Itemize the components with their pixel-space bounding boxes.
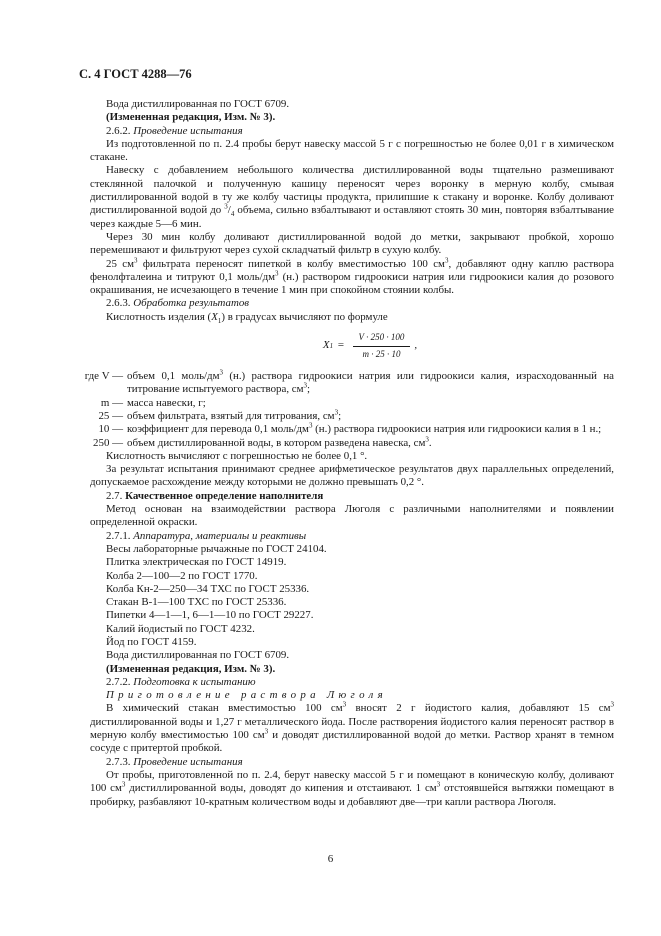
formula-numerator: V · 250 · 100 xyxy=(353,331,411,346)
page-header: С. 4 ГОСТ 4288—76 xyxy=(79,67,192,81)
text-run: вносят 2 г йодистого калия, добавляют 15 см xyxy=(346,702,611,715)
formula-lhs: X xyxy=(322,339,330,352)
paragraph xyxy=(90,255,614,298)
legend-symbol: 250 — xyxy=(93,436,123,449)
paragraph: Через 30 мин колбу доливают дистиллированной водой до метки, закрывают пробкой, хорошо перемешивают и фильтруют через сухой складчатый фильтр в сухую колбу. xyxy=(90,230,614,257)
section-title: Проведение испытания xyxy=(133,755,243,768)
legend-text: масса навески, г; xyxy=(127,396,206,409)
subscript: 1 xyxy=(217,316,222,325)
legend-row xyxy=(68,410,614,423)
section-heading-2-6-2 xyxy=(90,125,614,138)
formula-fraction xyxy=(353,331,411,361)
list-item: Колба 2—100—2 по ГОСТ 1770. xyxy=(106,569,258,582)
superscript: 3 xyxy=(121,780,126,789)
text-run: Кислотность изделия ( xyxy=(106,310,212,323)
section-number: 2.6.3. xyxy=(106,297,131,310)
superscript: 3 xyxy=(264,727,269,736)
variable: X xyxy=(211,310,218,323)
section-title: Проведение испытания xyxy=(133,124,243,137)
section-heading-2-7-2 xyxy=(90,676,614,689)
text-run: и доводят дистиллированной водой до метки. Раствор хранят в темном сосуде с притертой пробкой. xyxy=(90,729,614,755)
paragraph: За результат испытания принимают среднее арифметическое результатов двух параллельных определений, допускаемое расхождение между которыми не должно превышать 0,2 °. xyxy=(90,463,614,489)
superscript: 3 xyxy=(342,700,347,709)
legend-text xyxy=(127,410,614,423)
text-run: коэффициент для перевода 0,1 моль/дм xyxy=(127,423,309,436)
amendment-note: (Измененная редакция, Изм. № 3). xyxy=(106,111,276,124)
text-run: дистиллированной воды, доводят до кипения и отстаивают. 1 см xyxy=(125,782,437,795)
section-title: Аппаратура, материалы и реактивы xyxy=(133,529,307,542)
section-heading-2-7-3 xyxy=(90,756,614,769)
list-item: Весы лабораторные рычажные по ГОСТ 24104. xyxy=(106,542,327,555)
section-number: 2.7. xyxy=(106,489,123,502)
document-body xyxy=(84,98,615,809)
text-run: объем фильтрата, взятый для титрования, см xyxy=(127,409,335,422)
section-heading-2-7-1 xyxy=(90,530,614,543)
legend-row xyxy=(68,423,614,436)
paragraph xyxy=(90,769,614,809)
subheading-lugol: Приготовление раствора Люголя xyxy=(106,689,387,702)
section-heading-2-7 xyxy=(90,490,614,503)
text-run: От пробы, приготовленной по п. 2.4, берут навеску массой 5 г и помещают в коническую колбу, доливают 100 см xyxy=(90,768,614,795)
text-run: объем дистиллированной воды, в котором разведена навеска, см xyxy=(127,436,426,449)
text-run: В химический стакан вместимостью 100 см xyxy=(106,702,343,715)
text-run: объема, сильно взбалтывают и оставляют стоять 30 мин, повторяя взбалтывание через каждые 5—6 мин. xyxy=(90,204,615,230)
list-item: Стакан В-1—100 ТХС по ГОСТ 25336. xyxy=(106,596,287,609)
text-run: . xyxy=(428,436,432,449)
text-run: (н.) раствора гидроокиси натрия или гидроокиси калия, израсходованный на титрование испытуемого раствора, см xyxy=(127,370,614,396)
paragraph: Из подготовленной по п. 2.4 пробы берут навеску массой 5 г с погрешностью не более 0,01 г в химическом стакане. xyxy=(90,137,614,164)
legend-row xyxy=(68,434,614,450)
fraction-numerator: 3 xyxy=(224,202,228,211)
paragraph xyxy=(90,311,614,324)
list-item: Плитка электрическая по ГОСТ 14919. xyxy=(106,556,287,569)
legend-text xyxy=(127,370,614,397)
section-heading-2-6-3 xyxy=(90,297,614,310)
superscript: 3 xyxy=(133,255,138,264)
formula-denominator: m · 25 · 10 xyxy=(362,348,401,359)
paragraph: Вода дистиллированная по ГОСТ 6709. xyxy=(106,98,290,110)
legend-symbol: m — xyxy=(100,396,123,409)
text-run: ; xyxy=(338,409,342,422)
legend-symbol: 10 — xyxy=(98,423,123,436)
formula-legend xyxy=(68,370,614,450)
section-number: 2.7.1. xyxy=(106,529,131,542)
formula: X 1 = $\frac{V \cdot 250 \cdot 100}{m \cdot 25 \cdot 10}$ , xyxy=(126,328,614,364)
text-run: фильтрата переносят пипеткой в колбу вместимостью 100 см xyxy=(137,257,445,270)
legend-text xyxy=(127,434,614,450)
legend-symbol: где V — xyxy=(84,370,123,383)
text-run: , добавляют одну каплю раствора фенолфталеина и титруют 0,1 моль/дм xyxy=(90,257,614,283)
amendment-note: (Измененная редакция, Изм. № 3). xyxy=(106,662,276,675)
superscript: 3 xyxy=(610,700,614,709)
list-item: Вода дистиллированная по ГОСТ 6709. xyxy=(106,649,290,662)
text-run: ) в градусах вычисляют по формуле xyxy=(221,310,388,323)
section-number: 2.7.3. xyxy=(106,755,131,768)
superscript: 3 xyxy=(308,421,313,430)
paragraph: Кислотность вычисляют с погрешностью не более 0,1 °. xyxy=(106,449,368,462)
section-number: 2.7.2. xyxy=(106,675,131,688)
paragraph: Навеску с добавлением небольшого количества дистиллированной воды тщательно размешивают стеклянной палочкой и полученную кашицу переносят через воронку в мерную колбу, смывая дистиллированной водой в ту же колбу частицы продукта, прилипшие к стакану и воронке. Колбу доливают дистиллированной водой до $^3/_4$ объема, сильно взбалтывают и оставляют стоять 30 мин, повторяя взбалтывание через каждые 5—6 мин. xyxy=(90,164,615,230)
text-run: отстоявшейся вытяжки помещают в пробирку, разбавляют 10-кратным количеством воды и добавляют две—три капли раствора Люголя. xyxy=(90,782,614,808)
page-number: 6 xyxy=(327,853,334,865)
superscript: 3 xyxy=(436,780,441,789)
text-run: Навеску с добавлением небольшого количества дистиллированной воды тщательно размешивают стеклянной палочкой и полученную кашицу переносят через воронку в мерную колбу, смывая дистиллированной водой в ту же колбу частицы продукта, прилипшие к стакану и воронке. Колбу доливают дистиллированной водой до xyxy=(90,164,614,217)
section-title: Подготовка к испытанию xyxy=(133,675,256,688)
text-run: объем 0,1 моль/дм xyxy=(127,370,220,383)
list-item: Йод по ГОСТ 4159. xyxy=(106,635,197,648)
list-item: Пипетки 4—1—1, 6—1—10 по ГОСТ 29227. xyxy=(106,609,314,622)
superscript: 3 xyxy=(425,434,429,443)
formula-equals: = xyxy=(337,339,345,352)
text-run: ; xyxy=(307,383,311,396)
text-run: (н.) раствора гидроокиси натрия или гидроокиси калия в 1 н.; xyxy=(312,423,602,436)
section-number: 2.6.2. xyxy=(106,124,131,137)
text-run: дистиллированной воды и 1,27 г металлического йода. После растворения йодистого калия переносят раствор в мерную колбу вместимостью 100 см xyxy=(90,715,614,742)
superscript: 3 xyxy=(334,408,339,417)
legend-row xyxy=(68,397,614,410)
legend-text xyxy=(127,423,614,436)
legend-symbol: 25 — xyxy=(98,409,123,422)
legend-row xyxy=(68,370,614,397)
superscript: 3 xyxy=(275,269,279,278)
superscript: 3 xyxy=(444,255,449,264)
text-run: (н.) раствором гидроокиси натрия или гидроокиси калия до розового окрашивания, не исчезающего в течение 1 мин при спокойном стоянии колбы. xyxy=(90,270,614,297)
list-item: Колба Кн-2—250—34 ТХС по ГОСТ 25336. xyxy=(106,582,310,595)
paragraph xyxy=(90,702,614,755)
list-item: Калий йодистый по ГОСТ 4232. xyxy=(106,622,255,635)
formula-tail: , xyxy=(414,339,418,352)
fraction-denominator: 4 xyxy=(230,210,235,219)
superscript: 3 xyxy=(219,368,223,377)
text-run: 25 см xyxy=(106,257,134,270)
paragraph: Метод основан на взаимодействии раствора Люголя с различными наполнителями и появлении определенной окраски. xyxy=(90,503,614,529)
section-title: Обработка результатов xyxy=(133,297,250,310)
section-title: Качественное определение наполнителя xyxy=(125,489,324,502)
superscript: 3 xyxy=(303,381,308,390)
